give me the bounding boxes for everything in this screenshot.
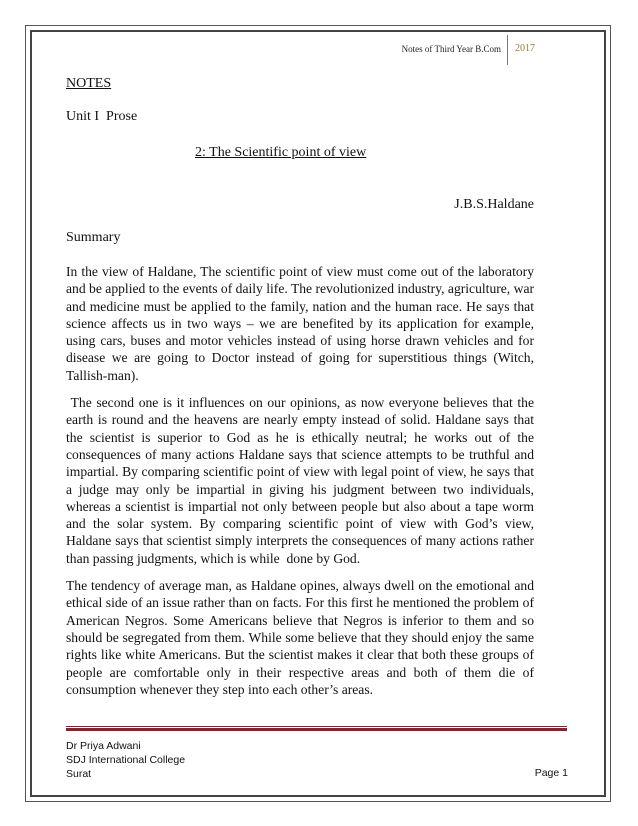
header-year: 2017 <box>515 43 535 54</box>
footer-city: Surat <box>66 768 92 780</box>
summary-heading: Summary <box>66 230 121 245</box>
paragraph: The second one is it influences on our opinions, as now everyone believes that the earth is round and the heavens are nearly empty instead of solid. Haldane says that the scientist is superior to God as he is ethically neutral; he works out of the consequences of many actions Haldane says that science attempts to be truthful and impartial. By comparing scientific point of view with legal point of view, he says that a judge may only be impartial in giving his judgment between two individuals, whereas a scientist is impartial not only between people but also about a tape worm and the solar system. By comparing scientific point of view with God’s view, Haldane says that scientist simply interprets the consequences of many actions rather than passing judgments, which is while done by God. <box>66 395 538 566</box>
page-number: Page 1 <box>534 767 568 779</box>
summary-body <box>66 263 538 708</box>
unit-heading: Unit I Prose <box>66 109 138 124</box>
notes-heading: NOTES <box>66 76 112 91</box>
author-name: J.B.S.Haldane <box>454 197 534 212</box>
paragraph: In the view of Haldane, The scientific point of view must come out of the laboratory and be applied to the events of daily life. The revolutionized industry, agriculture, war and medicine must be applied to the family, nation and the human race. He says that science affects us in two ways – we are benefited by its application for example, using cars, buses and motor vehicles instead of using horse drawn vehicles and for disease we are going to Doctor instead of going for superstitious things (Witch, Tallish-man). <box>66 264 534 383</box>
footer-rule-thick <box>66 728 567 731</box>
footer-college: SDJ International College <box>66 754 186 766</box>
header-course-title: Notes of Third Year B.Com <box>401 44 501 54</box>
footer-rule-thin <box>66 726 567 727</box>
footer-author-name: Dr Priya Adwani <box>66 740 141 752</box>
paragraph: The tendency of average man, as Haldane opines, always dwell on the emotional and ethical side of an issue rather than on facts. For this first he mentioned the problem of American Negros. Some Americans believe that Negros is inferior to them and so should be segregated from them. While some believe that they should enjoy the same rights like white Americans. But the scientist makes it clear that both these groups of people are comfortable only in their respective areas and both of them die of consumption whenever they step into each other’s areas. <box>66 578 534 697</box>
header-divider <box>507 35 508 65</box>
footer-info <box>66 739 185 781</box>
chapter-title: 2: The Scientific point of view <box>195 145 367 160</box>
